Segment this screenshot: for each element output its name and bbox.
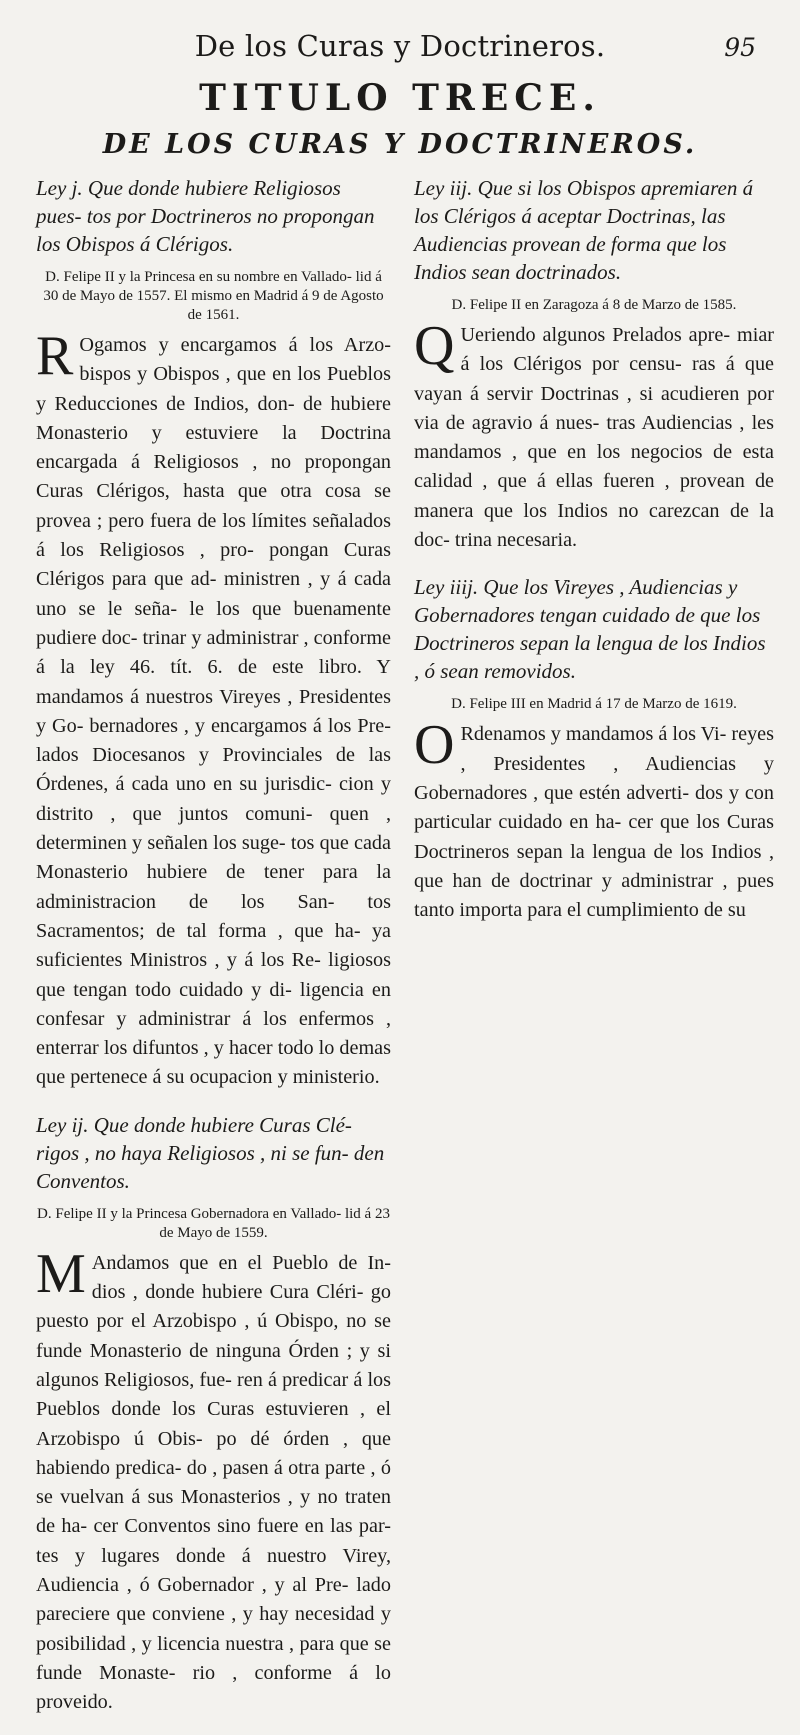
law-body: Ogamos y encargamos á los Arzo- bispos y Obispos , que en los Pueblos y Reducciones de Indios, don- de hubiere Monasterio y estuviere la Doctrina encargada á Religiosos , no propongan Curas Clérigos, hasta que otra cosa se provea ; pero fuera de los límites señalados á los Religiosos , pro- pongan Curas Clérigos para que ad- ministren , y á cada uno se le seña- le los que buenamente pudiere doc- trinar y administrar , conforme á la ley 46. tít. 6. de este libro. Y mandamos á nuestros Vireyes , Presidentes y Go- bernadores , y encargamos á los Pre- lados Diocesanos y Provinciales de las Órdenes, á cada uno en su jurisdic- cion y distrito , que juntos comuni- quen , determinen y señalen los suge- tos que cada Monasterio hubiere de tener para la administracion de los San- tos Sacramentos; de tal forma , que ha- ya suficientes Ministros , y á los Re- ligiosos que tengan todo cuidado y di- ligencia en confesar y administrar á los enfermos , enterrar los difuntos , y hacer todo lo demas que pertenece á su ocupacion y ministerio. xyxy=(36,334,391,1089)
law-3 xyxy=(414,174,774,555)
law-2 xyxy=(36,1111,391,1718)
law-text xyxy=(36,325,391,1093)
law-text xyxy=(36,1242,391,1718)
chapter-subtitle: DE LOS CURAS Y DOCTRINEROS. xyxy=(102,129,698,160)
right-column xyxy=(414,174,774,943)
drop-cap: R xyxy=(36,325,74,387)
law-decree: D. Felipe II en Zaragoza á 8 de Marzo de 1585. xyxy=(451,297,737,313)
drop-cap: O xyxy=(414,714,455,777)
law-decree: D. Felipe II y la Princesa Gobernadora en Vallado- lid á 23 de Mayo de 1559. xyxy=(37,1205,390,1241)
law-decree: D. Felipe III en Madrid á 17 de Marzo de 1619. xyxy=(451,696,737,713)
law-heading: Ley j. Que donde hubiere Religiosos pues- tos por Doctrineros no propongan los Obispos á Clérigos. xyxy=(36,176,375,256)
law-text xyxy=(414,315,774,555)
running-title: De los Curas y Doctrineros. xyxy=(194,29,606,63)
page-number: 95 xyxy=(724,33,756,62)
law-heading: Ley ij. Que donde hubiere Curas Clé- rigos , no haya Religiosos , ni se fun- den Conventos. xyxy=(36,1112,385,1193)
drop-cap: Q xyxy=(414,315,455,377)
law-heading: Ley iij. Que si los Obispos apremiaren á los Clérigos á aceptar Doctrinas, las Audiencias provean de forma que los Indios sean doctrinados. xyxy=(414,176,754,284)
drop-cap: M xyxy=(36,1242,86,1305)
law-text xyxy=(414,714,774,925)
law-decree: D. Felipe II y la Princesa en su nombre en Vallado- lid á 30 de Mayo de 1557. El mismo en Madrid á 9 de Agosto de 1561. xyxy=(43,269,384,323)
law-heading: Ley iiij. Que los Vireyes , Audiencias y Gobernadores tengan cuidado de que los Doctrineros sepan la lengua de los Indios , ó sean removidos. xyxy=(414,575,766,684)
law-body: Rdenamos y mandamos á los Vi- reyes , Presidentes , Audiencias y Gobernadores , que estén adverti- dos y con particular cuidado en ha- cer que los Curas Doctrineros sepan la lengua de los Indios , que han de doctrinar y administrar , pues tanto importa para el cumplimiento de su xyxy=(414,723,774,922)
law-body: Ueriendo algunos Prelados apre- miar á los Clérigos por censu- ras á que vayan á servir Doctrinas , si acudieren por via de agravio á nues- tras Audiencias , les mandamos , que en los negocios de esta calidad , que á ellas fueren , provean de manera que los Indios no carezcan de la doc- trina necesaria. xyxy=(414,324,774,552)
law-body: Andamos que en el Pueblo de In- dios , donde hubiere Cura Cléri- go puesto por el Arzobispo , ú Obispo, no se funde Monasterio de ninguna Órden ; y si algunos Religiosos, fue- ren á predicar á los Pueblos donde los Curas estuvieren , el Arzobispo ú Obis- po dé órden , que habiendo predica- do , pasen á otra parte , ó se vuelvan á sus Monasterios , y no traten de ha- cer Conventos sino fuere en las par- tes y lugares donde á nuestro Virey, Audiencia , ó Gobernador , y al Pre- lado pareciere que conviene , y hay necesidad y posibilidad , y licencia nuestra , para que se funde Monaste- rio , conforme á lo proveido. xyxy=(36,1251,391,1714)
law-1 xyxy=(36,174,391,1093)
law-4 xyxy=(414,573,774,925)
left-column xyxy=(36,174,391,1735)
running-header xyxy=(0,28,800,64)
chapter-title: TITULO TRECE. xyxy=(199,77,601,119)
